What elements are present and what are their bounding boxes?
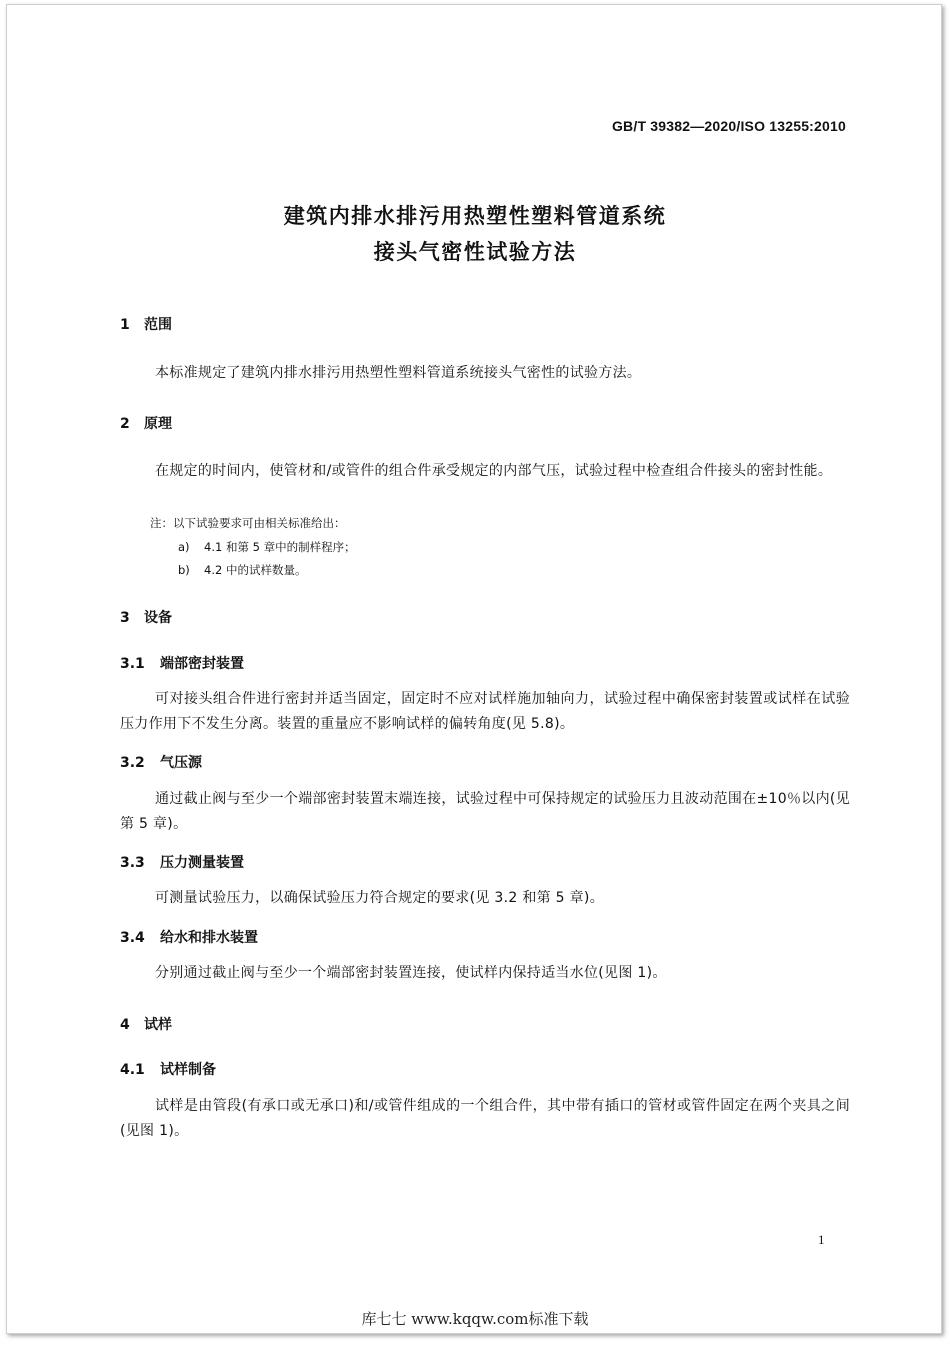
paragraph: 试样是由管段(有承口或无承口)和/或管件组成的一个组合件，其中带有插口的管材或管件固定在两个夹具之间(见图 1)。 [120, 1098, 850, 1139]
section-title: 设备 [144, 610, 172, 626]
section-number: 4 [120, 1017, 130, 1033]
subsection-title: 气压源 [160, 755, 202, 771]
paragraph: 分别通过截止阀与至少一个端部密封装置连接，使试样内保持适当水位(见图 1)。 [155, 965, 667, 981]
paragraph: 可对接头组合件进行密封并适当固定，固定时不应对试样施加轴向力，试验过程中确保密封装置或试样在试验压力作用下不发生分离。装置的重量应不影响试样的偏转角度(见 5.8)。 [120, 691, 850, 732]
section-heading [120, 314, 172, 334]
subsection-title: 试样制备 [160, 1062, 216, 1078]
note-item-text: 4.1 和第 5 章中的制样程序； [204, 540, 356, 554]
note-item-text: 4.2 中的试样数量。 [204, 563, 307, 577]
paragraph: 通过截止阀与至少一个端部密封装置末端连接，试验过程中可保持规定的试验压力且波动范围在±10％以内(见第 5 章)。 [120, 791, 850, 832]
section-title: 范围 [144, 317, 172, 333]
note-item-label: b) [178, 563, 190, 577]
footer-watermark: 库七七 www.kqqw.com标准下载 [361, 1310, 589, 1328]
section-heading [120, 413, 172, 433]
section-title: 试样 [144, 1017, 172, 1033]
subsection-title: 压力测量装置 [160, 855, 244, 871]
note-item [178, 539, 356, 555]
subsection-heading [120, 752, 202, 772]
subsection-number: 3.1 [120, 656, 145, 672]
section-title: 原理 [144, 416, 172, 432]
subsection-heading [120, 653, 244, 673]
note-item [178, 562, 306, 578]
paragraph: 本标准规定了建筑内排水排污用热塑性塑料管道系统接头气密性的试验方法。 [155, 365, 642, 381]
section-heading [120, 1014, 172, 1034]
subsection-number: 3.3 [120, 855, 145, 871]
subsection-heading [120, 852, 244, 872]
subsection-title: 给水和排水装置 [160, 930, 258, 946]
section-number: 2 [120, 416, 130, 432]
note: 注：以下试验要求可由相关标准给出： [150, 516, 346, 530]
subsection-number: 3.2 [120, 755, 145, 771]
standard-code: GB/T 39382—2020/ISO 13255:2010 [611, 118, 846, 134]
page-number: 1 [818, 1232, 825, 1247]
subsection-number: 3.4 [120, 930, 145, 946]
document-title-line2: 接头气密性试验方法 [373, 240, 577, 264]
section-number: 3 [120, 610, 130, 626]
subsection-heading [120, 1059, 216, 1079]
document-title-line1: 建筑内排水排污用热塑性塑料管道系统 [283, 204, 667, 228]
section-number: 1 [120, 317, 130, 333]
subsection-title: 端部密封装置 [160, 656, 244, 672]
paragraph: 可测量试验压力，以确保试验压力符合规定的要求(见 3.2 和第 5 章)。 [155, 890, 604, 906]
subsection-number: 4.1 [120, 1062, 145, 1078]
note-item-label: a) [178, 540, 190, 554]
section-heading [120, 607, 172, 627]
paragraph: 在规定的时间内，使管材和/或管件的组合件承受规定的内部气压，试验过程中检查组合件接头的密封性能。 [155, 463, 833, 479]
subsection-heading [120, 927, 258, 947]
